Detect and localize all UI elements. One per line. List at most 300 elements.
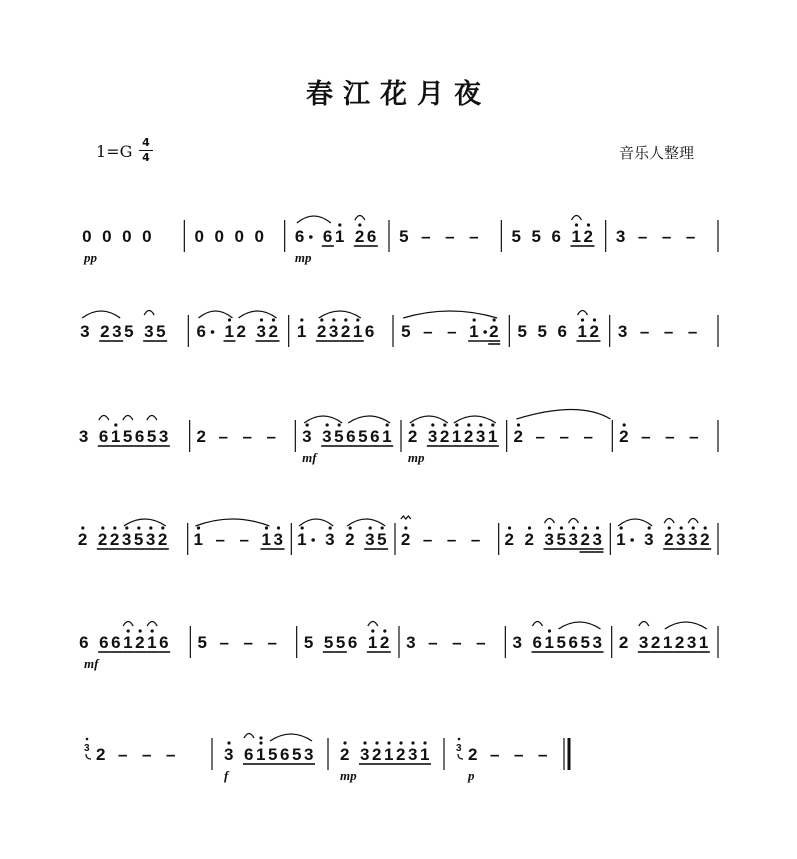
note: 2 <box>439 427 450 446</box>
octave-dot <box>139 629 142 632</box>
octave-dot <box>197 526 200 529</box>
octave-dot <box>575 223 578 226</box>
dash: – <box>422 530 433 549</box>
note: 2 <box>504 530 514 549</box>
note: 3 <box>688 530 698 549</box>
measure <box>399 220 501 252</box>
octave-dot <box>375 741 378 744</box>
note: 1 <box>487 427 498 446</box>
octave-dot <box>467 423 470 426</box>
slur <box>665 622 707 629</box>
note: 2 <box>489 322 499 341</box>
octave-dot <box>528 526 531 529</box>
note: 1 <box>334 227 345 246</box>
note: 1 <box>571 227 581 246</box>
note: 1 <box>451 427 462 446</box>
note: 6 <box>532 633 542 652</box>
measure <box>616 519 718 556</box>
note: 1 <box>382 427 392 446</box>
slur <box>82 311 120 318</box>
note: 5 <box>377 530 387 549</box>
note: 2 <box>589 322 599 341</box>
time-signature-bottom: 4 <box>142 151 150 164</box>
key-signature: 1=G <box>96 142 133 161</box>
note: 3 <box>644 530 654 549</box>
octave-dot <box>386 423 389 426</box>
note: 6 <box>568 633 578 652</box>
note: 2 <box>345 530 355 549</box>
dash: – <box>559 427 569 446</box>
octave-dot <box>620 526 623 529</box>
octave-dot <box>356 318 359 321</box>
note: 5 <box>517 322 527 341</box>
note: 3 <box>121 530 132 549</box>
note: 3 <box>638 633 649 652</box>
measure <box>82 220 184 265</box>
measure <box>80 311 188 348</box>
dynamic-mark: mp <box>340 768 357 783</box>
dash: – <box>663 322 674 341</box>
measure <box>340 738 444 783</box>
octave-dot <box>306 423 309 426</box>
dash: – <box>490 745 500 764</box>
octave-dot <box>473 318 476 321</box>
note: 3 <box>592 633 602 652</box>
note: 5 <box>133 530 144 549</box>
fermata <box>569 519 579 524</box>
note: 5 <box>580 633 590 652</box>
slur <box>410 416 448 423</box>
octave-dot <box>86 738 89 741</box>
dash: – <box>215 530 225 549</box>
note: 2 <box>674 633 685 652</box>
note: 1 <box>224 322 234 341</box>
measure <box>194 519 292 555</box>
note: 2 <box>100 322 110 341</box>
octave-dot <box>493 318 496 321</box>
octave-dot <box>383 629 386 632</box>
note: 2 <box>700 530 710 549</box>
dynamic-mark: mp <box>407 450 425 465</box>
dash: – <box>118 745 128 764</box>
dash: – <box>514 745 524 764</box>
dash: – <box>476 633 486 652</box>
octave-dot <box>228 318 231 321</box>
note: 3 <box>408 745 418 764</box>
augmentation-dot <box>483 330 487 334</box>
note: 3 <box>686 633 697 652</box>
measure <box>297 519 395 555</box>
note: 5 <box>531 227 541 246</box>
slur <box>618 519 652 526</box>
octave-dot <box>455 423 458 426</box>
octave-dot <box>648 526 651 529</box>
note: 3 <box>592 530 602 549</box>
dash: – <box>423 322 433 341</box>
octave-dot <box>381 526 384 529</box>
octave-dot <box>431 423 434 426</box>
note: 2 <box>268 322 278 341</box>
octave-dot <box>508 526 511 529</box>
note: 6 <box>196 322 206 341</box>
note: 1 <box>193 530 203 549</box>
note: 2 <box>316 322 327 341</box>
slur <box>124 519 166 526</box>
slur <box>454 416 496 423</box>
octave-dot <box>125 526 128 529</box>
octave-dot <box>259 736 262 739</box>
measure <box>295 216 389 266</box>
measure <box>79 416 190 453</box>
measure <box>518 311 610 348</box>
fermata <box>99 416 109 421</box>
octave-dot <box>371 629 374 632</box>
octave-dot <box>560 526 563 529</box>
octave-dot <box>272 318 275 321</box>
measure <box>456 738 569 783</box>
octave-dot <box>584 526 587 529</box>
octave-dot <box>411 741 414 744</box>
note: 2 <box>468 745 478 764</box>
note: 3 <box>80 322 90 341</box>
note: 1 <box>384 745 394 764</box>
note: 6 <box>280 745 290 764</box>
octave-dot <box>363 741 366 744</box>
note: 5 <box>358 427 368 446</box>
dash: – <box>239 530 249 549</box>
octave-dot <box>411 423 414 426</box>
octave-dot <box>668 526 671 529</box>
note: 2 <box>400 530 411 549</box>
note: 2 <box>618 633 629 652</box>
note: 2 <box>135 633 145 652</box>
measure <box>224 734 328 784</box>
note: 2 <box>196 427 206 446</box>
staff-system <box>82 216 718 266</box>
fermata <box>368 622 378 627</box>
octave-dot <box>587 223 590 226</box>
dynamic-mark: mf <box>84 656 99 671</box>
measure <box>304 622 399 659</box>
note: 2 <box>619 427 629 446</box>
note: 3 <box>615 227 626 246</box>
octave-dot <box>358 223 361 226</box>
note: 2 <box>379 633 390 652</box>
dash: – <box>428 633 438 652</box>
octave-dot <box>137 526 140 529</box>
note: 2 <box>77 530 88 549</box>
measure <box>512 216 606 253</box>
octave-dot <box>81 526 84 529</box>
grace-slur <box>458 754 463 759</box>
note: 2 <box>396 745 406 764</box>
fermata <box>147 622 157 627</box>
fermata <box>123 416 133 421</box>
note: 5 <box>556 633 566 652</box>
fermata <box>144 311 154 316</box>
octave-dot <box>692 526 695 529</box>
note: 6 <box>244 745 254 764</box>
note: 0 <box>254 227 264 246</box>
note: 6 <box>294 227 305 246</box>
octave-dot <box>101 526 104 529</box>
note: 3 <box>145 530 156 549</box>
octave-dot <box>491 423 494 426</box>
measure <box>198 626 297 658</box>
note: 0 <box>214 227 224 246</box>
note: 5 <box>268 745 278 764</box>
note: 2 <box>372 745 382 764</box>
dash: – <box>469 227 479 246</box>
measure <box>514 410 613 453</box>
note: 5 <box>334 427 344 446</box>
note: 2 <box>340 745 350 764</box>
note: 3 <box>273 530 283 549</box>
note: 3 <box>112 322 122 341</box>
staff-system <box>79 622 718 672</box>
slur <box>347 519 385 526</box>
fermata <box>355 216 365 221</box>
staff-system <box>78 516 718 555</box>
octave-dot <box>114 423 117 426</box>
dash: – <box>583 427 593 446</box>
note: 1 <box>147 633 157 652</box>
slur <box>196 519 270 526</box>
note: 2 <box>650 633 661 652</box>
note: 6 <box>159 633 169 652</box>
slur <box>270 734 312 741</box>
dash: – <box>266 427 276 446</box>
note: 1 <box>698 633 709 652</box>
note: 6 <box>370 427 380 446</box>
dash: – <box>661 227 672 246</box>
dash: – <box>166 745 176 764</box>
augmentation-dot <box>211 330 215 334</box>
note: 2 <box>580 530 590 549</box>
octave-dot <box>517 423 520 426</box>
measure <box>401 516 499 555</box>
note: 3 <box>427 427 438 446</box>
note: 5 <box>197 633 207 652</box>
octave-dot <box>548 526 551 529</box>
note: 0 <box>194 227 204 246</box>
octave-dot <box>338 223 341 226</box>
note: 1 <box>256 745 266 764</box>
octave-dot <box>320 318 323 321</box>
note: 5 <box>292 745 302 764</box>
note: 6 <box>322 227 333 246</box>
note: 3 <box>144 322 154 341</box>
slur <box>403 311 497 318</box>
note: 5 <box>323 633 334 652</box>
note: 0 <box>142 227 152 246</box>
fermata <box>545 519 555 524</box>
note: 2 <box>463 427 474 446</box>
dash: – <box>218 427 228 446</box>
fermata <box>578 311 588 316</box>
octave-dot <box>548 629 551 632</box>
octave-dot <box>623 423 626 426</box>
note: 3 <box>322 427 332 446</box>
octave-dot <box>301 526 304 529</box>
trill-mark <box>401 516 411 519</box>
octave-dot <box>265 526 268 529</box>
octave-dot <box>127 629 130 632</box>
slur <box>297 216 331 223</box>
dynamic-mark: mf <box>302 450 317 465</box>
octave-dot <box>300 318 303 321</box>
dash: – <box>452 633 462 652</box>
note: 1 <box>469 322 479 341</box>
note: 3 <box>304 745 314 764</box>
note: 3 <box>224 745 234 764</box>
grace-note: 3 <box>456 743 462 754</box>
note: 6 <box>99 633 109 652</box>
note: 6 <box>347 633 358 652</box>
dash: – <box>641 427 651 446</box>
note: 6 <box>346 427 356 446</box>
fermata <box>244 734 254 739</box>
note: 2 <box>97 530 108 549</box>
note: 6 <box>366 227 377 246</box>
slur <box>304 416 342 423</box>
dash: – <box>421 227 431 246</box>
dash: – <box>446 530 457 549</box>
dash: – <box>243 633 253 652</box>
note: 1 <box>367 633 378 652</box>
slur <box>348 416 390 423</box>
note: 2 <box>407 427 418 446</box>
note: 3 <box>544 530 554 549</box>
octave-dot <box>338 423 341 426</box>
staff-system <box>84 734 569 784</box>
octave-dot <box>259 741 262 744</box>
arranger-credit: 音乐人整理 <box>619 144 695 162</box>
octave-dot <box>423 741 426 744</box>
note: 5 <box>537 322 547 341</box>
note: 5 <box>335 633 346 652</box>
dash: – <box>242 427 252 446</box>
fermata <box>639 622 649 627</box>
dash: – <box>445 227 455 246</box>
note: 1 <box>110 427 121 446</box>
dynamic-mark: pp <box>84 250 97 265</box>
note: 3 <box>676 530 686 549</box>
dash: – <box>538 745 548 764</box>
octave-dot <box>344 318 347 321</box>
fermata <box>147 416 157 421</box>
measure <box>84 738 212 770</box>
dash: – <box>685 227 696 246</box>
note: 2 <box>583 227 593 246</box>
fermata <box>533 622 543 627</box>
dash: – <box>639 322 650 341</box>
staff-system <box>79 410 718 466</box>
measure <box>195 220 285 252</box>
measure <box>78 519 188 555</box>
octave-dot <box>326 423 329 426</box>
dash: – <box>219 633 229 652</box>
time-signature-top: 4 <box>142 136 150 149</box>
grace-note: 3 <box>84 743 90 754</box>
measure <box>408 416 507 465</box>
octave-dot <box>581 318 584 321</box>
note: 0 <box>234 227 244 246</box>
dash: – <box>142 745 152 764</box>
octave-dot <box>260 318 263 321</box>
note: 5 <box>401 322 411 341</box>
octave-dot <box>161 526 164 529</box>
measure <box>619 622 718 659</box>
note: 0 <box>122 227 132 246</box>
octave-dot <box>369 526 372 529</box>
octave-dot <box>227 741 230 744</box>
note: 1 <box>297 530 307 549</box>
note: 3 <box>325 530 335 549</box>
slur <box>239 311 277 318</box>
slur <box>559 622 601 629</box>
grace-slur <box>86 754 91 759</box>
octave-dot <box>680 526 683 529</box>
note: 2 <box>109 530 120 549</box>
note: 3 <box>158 427 169 446</box>
note: 6 <box>557 322 567 341</box>
note: 6 <box>134 427 145 446</box>
note: 6 <box>111 633 121 652</box>
fermata <box>688 519 698 524</box>
fermata <box>572 216 582 221</box>
note: 2 <box>524 530 534 549</box>
note: 2 <box>96 745 106 764</box>
fermata <box>123 622 133 627</box>
note: 0 <box>82 227 92 246</box>
octave-dot <box>277 526 280 529</box>
note: 5 <box>122 427 133 446</box>
dash: – <box>267 633 277 652</box>
note: 3 <box>406 633 416 652</box>
note: 2 <box>513 427 523 446</box>
measure <box>197 311 289 347</box>
note: 1 <box>662 633 673 652</box>
note: 6 <box>79 633 89 652</box>
octave-dot <box>704 526 707 529</box>
octave-dot <box>387 741 390 744</box>
measure <box>619 420 718 452</box>
note: 3 <box>256 322 266 341</box>
dash: – <box>470 530 481 549</box>
octave-dot <box>329 526 332 529</box>
note: 2 <box>664 530 674 549</box>
note: 3 <box>365 530 375 549</box>
note: 6 <box>98 427 109 446</box>
note: 5 <box>146 427 157 446</box>
octave-dot <box>113 526 116 529</box>
dynamic-mark: mp <box>294 250 312 265</box>
note: 1 <box>616 530 626 549</box>
note: 3 <box>617 322 628 341</box>
measure <box>513 622 612 659</box>
octave-dot <box>479 423 482 426</box>
note: 3 <box>475 427 486 446</box>
note: 3 <box>78 427 89 446</box>
octave-dot <box>399 741 402 744</box>
measure <box>79 622 190 672</box>
note: 1 <box>577 322 587 341</box>
octave-dot <box>151 629 154 632</box>
augmentation-dot <box>309 235 313 239</box>
dash: – <box>687 322 698 341</box>
note: 2 <box>236 322 246 341</box>
